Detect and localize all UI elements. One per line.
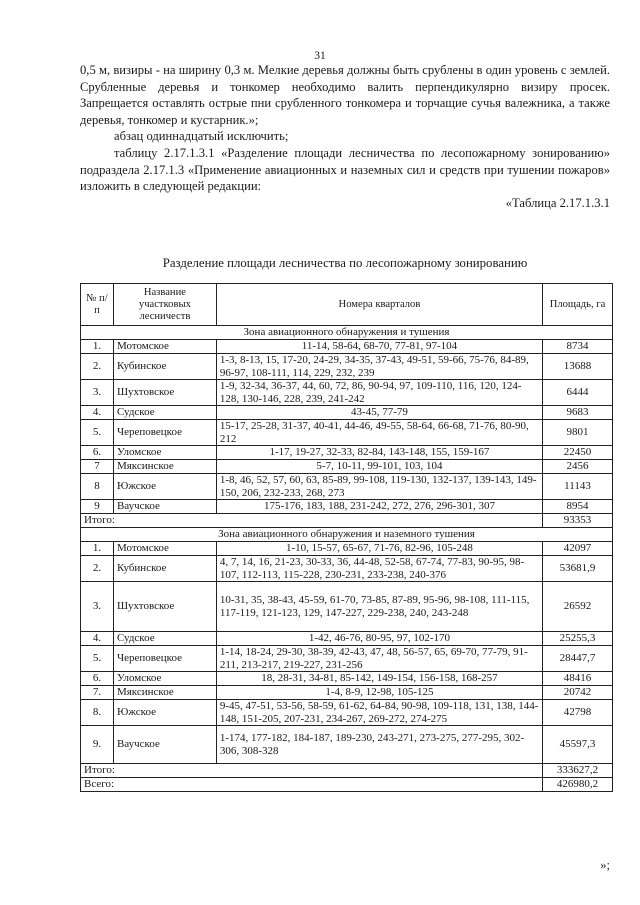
row-area: 45597,3 [543, 726, 613, 764]
row-name: Череповецкое [113, 646, 216, 672]
header-area: Площадь, га [543, 284, 613, 326]
table-header-row [81, 284, 613, 326]
row-quarters: 4, 7, 14, 16, 21-23, 30-33, 36, 44-48, 52-58, 67-74, 77-83, 90-95, 98-107, 112-113, 115-228, 230-231, 233-238, 240-376 [216, 556, 542, 582]
row-name: Ваучское [113, 500, 216, 514]
table-row [81, 542, 613, 556]
row-area: 2456 [543, 460, 613, 474]
row-name: Мотомское [113, 340, 216, 354]
row-area: 48416 [543, 672, 613, 686]
row-quarters: 1-42, 46-76, 80-95, 97, 102-170 [216, 632, 542, 646]
row-num: 9 [81, 500, 114, 514]
row-quarters: 9-45, 47-51, 53-56, 58-59, 61-62, 64-84, 90-98, 109-118, 131, 138, 144-148, 151-205, 207-231, 234-267, 269-272, 274-275 [216, 700, 542, 726]
row-quarters: 1-17, 19-27, 32-33, 82-84, 143-148, 155, 159-167 [216, 446, 542, 460]
paragraph-1: 0,5 м, визиры - на ширину 0,3 м. Мелкие деревья должны быть срублены в один уровень с землей. Срубленные деревья и тонкомер необходимо валить перпендикулярно визиру просек. Запрещается оставлять острые пни срубленного тонкомера и торчащие сучья валежника, а также деревья, тонкомер и кустарник.»; [80, 63, 610, 127]
row-area: 8734 [543, 340, 613, 354]
row-num: 4. [81, 632, 114, 646]
row-name: Кубинское [113, 354, 216, 380]
subtotal-value: 333627,2 [543, 764, 613, 778]
row-num: 3. [81, 380, 114, 406]
header-num: № п/п [81, 284, 114, 326]
row-quarters: 10-31, 35, 38-43, 45-59, 61-70, 73-85, 87-89, 95-96, 98-108, 111-115, 117-119, 121-123, 129, 147-227, 229-238, 240, 243-248 [216, 582, 542, 632]
row-area: 13688 [543, 354, 613, 380]
row-num: 6. [81, 446, 114, 460]
subtotal-row [81, 764, 613, 778]
row-name: Мотомское [113, 542, 216, 556]
table-row [81, 686, 613, 700]
zone-header-row [81, 326, 613, 340]
row-area: 6444 [543, 380, 613, 406]
table-row [81, 446, 613, 460]
row-quarters: 1-9, 32-34, 36-37, 44, 60, 72, 86, 90-94, 97, 109-110, 116, 120, 124-128, 130-146, 228, 239, 241-242 [216, 380, 542, 406]
row-name: Шухтовское [113, 380, 216, 406]
row-quarters: 1-10, 15-57, 65-67, 71-76, 82-96, 105-248 [216, 542, 542, 556]
row-name: Кубинское [113, 556, 216, 582]
row-quarters: 1-14, 18-24, 29-30, 38-39, 42-43, 47, 48, 56-57, 65, 69-70, 77-79, 91-211, 213-217, 219-227, 231-256 [216, 646, 542, 672]
table-row [81, 726, 613, 764]
zoning-table [80, 283, 613, 792]
row-name: Южское [113, 700, 216, 726]
subtotal-value: 93353 [543, 514, 613, 528]
table-row [81, 406, 613, 420]
table-row [81, 460, 613, 474]
table-title: Разделение площади лесничества по лесопожарному зонированию [162, 256, 528, 270]
table-row [81, 474, 613, 500]
row-num: 2. [81, 354, 114, 380]
row-quarters: 43-45, 77-79 [216, 406, 542, 420]
row-area: 9683 [543, 406, 613, 420]
row-name: Судское [113, 406, 216, 420]
row-area: 26592 [543, 582, 613, 632]
row-name: Мяксинское [113, 460, 216, 474]
page-number: 31 [314, 50, 326, 62]
row-num: 8. [81, 700, 114, 726]
row-area: 25255,3 [543, 632, 613, 646]
row-area: 22450 [543, 446, 613, 460]
table-row [81, 340, 613, 354]
row-num: 7. [81, 686, 114, 700]
row-name: Уломское [113, 446, 216, 460]
row-quarters: 1-8, 46, 52, 57, 60, 63, 85-89, 99-108, 119-130, 132-137, 139-143, 149-150, 206, 232-233, 268, 273 [216, 474, 542, 500]
subtotal-row [81, 514, 613, 528]
zone-2-title: Зона авиационного обнаружения и наземного тушения [81, 528, 613, 542]
header-name: Название участковых лесничеств [113, 284, 216, 326]
row-name: Судское [113, 632, 216, 646]
row-quarters: 1-3, 8-13, 15, 17-20, 24-29, 34-35, 37-43, 49-51, 59-66, 75-76, 84-89, 96-97, 108-111, 114, 229, 232, 239 [216, 354, 542, 380]
row-quarters: 1-174, 177-182, 184-187, 189-230, 243-271, 273-275, 277-295, 302-306, 308-328 [216, 726, 542, 764]
table-row [81, 380, 613, 406]
zone-1-title: Зона авиационного обнаружения и тушения [81, 326, 613, 340]
table-row [81, 556, 613, 582]
row-quarters: 5-7, 10-11, 99-101, 103, 104 [216, 460, 542, 474]
table-row [81, 420, 613, 446]
row-area: 8954 [543, 500, 613, 514]
grand-total-row [81, 778, 613, 792]
row-num: 1. [81, 340, 114, 354]
row-num: 1. [81, 542, 114, 556]
row-name: Шухтовское [113, 582, 216, 632]
table-row [81, 354, 613, 380]
row-num: 7 [81, 460, 114, 474]
row-name: Южское [113, 474, 216, 500]
table-row [81, 582, 613, 632]
grand-total-label: Всего: [81, 778, 543, 792]
paragraph-2: абзац одиннадцатый исключить; [114, 129, 289, 144]
row-num: 5. [81, 420, 114, 446]
table-row [81, 646, 613, 672]
row-area: 53681,9 [543, 556, 613, 582]
table-row [81, 632, 613, 646]
zone-header-row [81, 528, 613, 542]
row-num: 5. [81, 646, 114, 672]
row-area: 9801 [543, 420, 613, 446]
header-quarters: Номера кварталов [216, 284, 542, 326]
paragraph-3: таблицу 2.17.1.3.1 «Разделение площади лесничества по лесопожарному зонированию» подраздела 2.17.1.3 «Применение авиационных и наземных сил и средств при тушении пожаров» изложить в следующей редакции: [80, 145, 610, 194]
table-row [81, 500, 613, 514]
row-area: 42097 [543, 542, 613, 556]
row-num: 2. [81, 556, 114, 582]
row-quarters: 11-14, 58-64, 68-70, 77-81, 97-104 [216, 340, 542, 354]
row-quarters: 18, 28-31, 34-81, 85-142, 149-154, 156-158, 168-257 [216, 672, 542, 686]
row-num: 3. [81, 582, 114, 632]
row-quarters: 15-17, 25-28, 31-37, 40-41, 44-46, 49-55, 58-64, 66-68, 71-76, 80-90, 212 [216, 420, 542, 446]
row-name: Уломское [113, 672, 216, 686]
row-area: 11143 [543, 474, 613, 500]
row-area: 28447,7 [543, 646, 613, 672]
row-quarters: 175-176, 183, 188, 231-242, 272, 276, 296-301, 307 [216, 500, 542, 514]
row-quarters: 1-4, 8-9, 12-98, 105-125 [216, 686, 542, 700]
row-num: 9. [81, 726, 114, 764]
subtotal-label: Итого: [81, 764, 543, 778]
grand-total-value: 426980,2 [543, 778, 613, 792]
body-text [80, 62, 610, 211]
row-num: 4. [81, 406, 114, 420]
table-row [81, 672, 613, 686]
row-name: Мяксинское [113, 686, 216, 700]
row-name: Череповецкое [113, 420, 216, 446]
subtotal-label: Итого: [81, 514, 543, 528]
row-area: 20742 [543, 686, 613, 700]
row-area: 42798 [543, 700, 613, 726]
table-caption: «Таблица 2.17.1.3.1 [505, 195, 610, 210]
row-num: 8 [81, 474, 114, 500]
table-row [81, 700, 613, 726]
row-num: 6. [81, 672, 114, 686]
row-name: Ваучское [113, 726, 216, 764]
closing-quote: »; [600, 858, 610, 872]
